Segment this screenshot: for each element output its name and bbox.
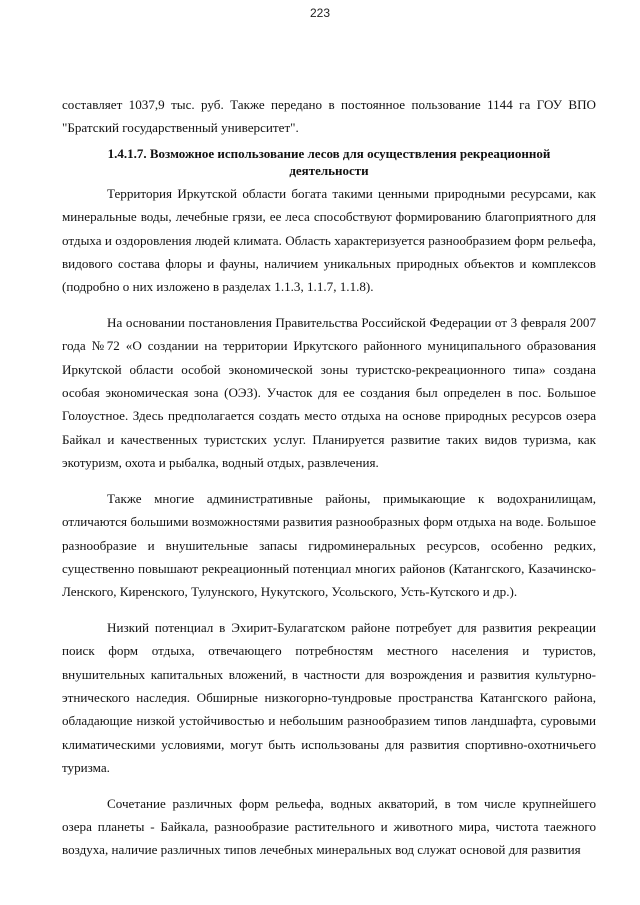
page-number: 223 [309,6,331,20]
paragraph-5: Сочетание различных форм рельефа, водных акваторий, в том числе крупнейшего озера планеты - Байкала, разнообразие растительного и животного мира, чистота таежного воздуха, наличие различных типов лечебных минеральных вод служат основой для развития [62,795,596,858]
paragraph-1: Территория Иркутской области богата такими ценными природными ресурсами, как минеральные воды, лечебные грязи, ее леса способствуют формированию благоприятного для отдыха и оздоровления людей климата. Область характеризуется разнообразием форм рельефа, видового состава флоры и фауны, наличием уникальных природных объектов и комплексов (подробно о них изложено в разделах 1.1.3, 1.1.7, 1.1.8). [62,185,596,295]
paragraph-4: Низкий потенциал в Эхирит-Булагатском районе потребует для развития рекреации поиск форм отдыха, отвечающего потребностям местного населения и туристов, внушительных капитальных вложений, в частности для возрождения и развития культурно-этнического наследия. Обширные низкогорно-тундровые пространства Катангского района, обладающие низкой устойчивостью и небольшим разнообразием типов ландшафта, суровыми климатическими условиями, могут быть использованы для развития спортивно-охотничьего туризма. [62,619,596,776]
document-body [62,93,596,862]
section-heading: 1.4.1.7. Возможное использование лесов для осуществления рекреационной деятельности [107,145,551,178]
paragraph-continuation: составляет 1037,9 тыс. руб. Также передано в постоянное пользование 1144 га ГОУ ВПО "Братский государственный университет". [62,97,596,136]
paragraph-3: Также многие административные районы, примыкающие к водохранилищам, отличаются большими возможностями развития разнообразных форм отдыха на воде. Большое разнообразие и внушительные запасы гидроминеральных ресурсов, особенно редких, существенно повышают рекреационный потенциал многих районов (Катангского, Казачинско-Ленского, Киренского, Тулунского, Нукутского, Усольского, Усть-Кутского и др.). [62,490,596,600]
paragraph-2: На основании постановления Правительства Российской Федерации от 3 февраля 2007 года №72 «О создании на территории Иркутского районного муниципального образования Иркутской области особой экономической зоны туристско-рекреационного типа» создана особая экономическая зона (ОЭЗ). Участок для ее создания был определен в пос. Большое Голоустное. Здесь предполагается создать место отдыха на основе природных ресурсов озера Байкал и качественных туристских услуг. Планируется развитие таких видов туризма, как экотуризм, охота и рыбалка, водный отдых, развлечения. [62,314,596,471]
